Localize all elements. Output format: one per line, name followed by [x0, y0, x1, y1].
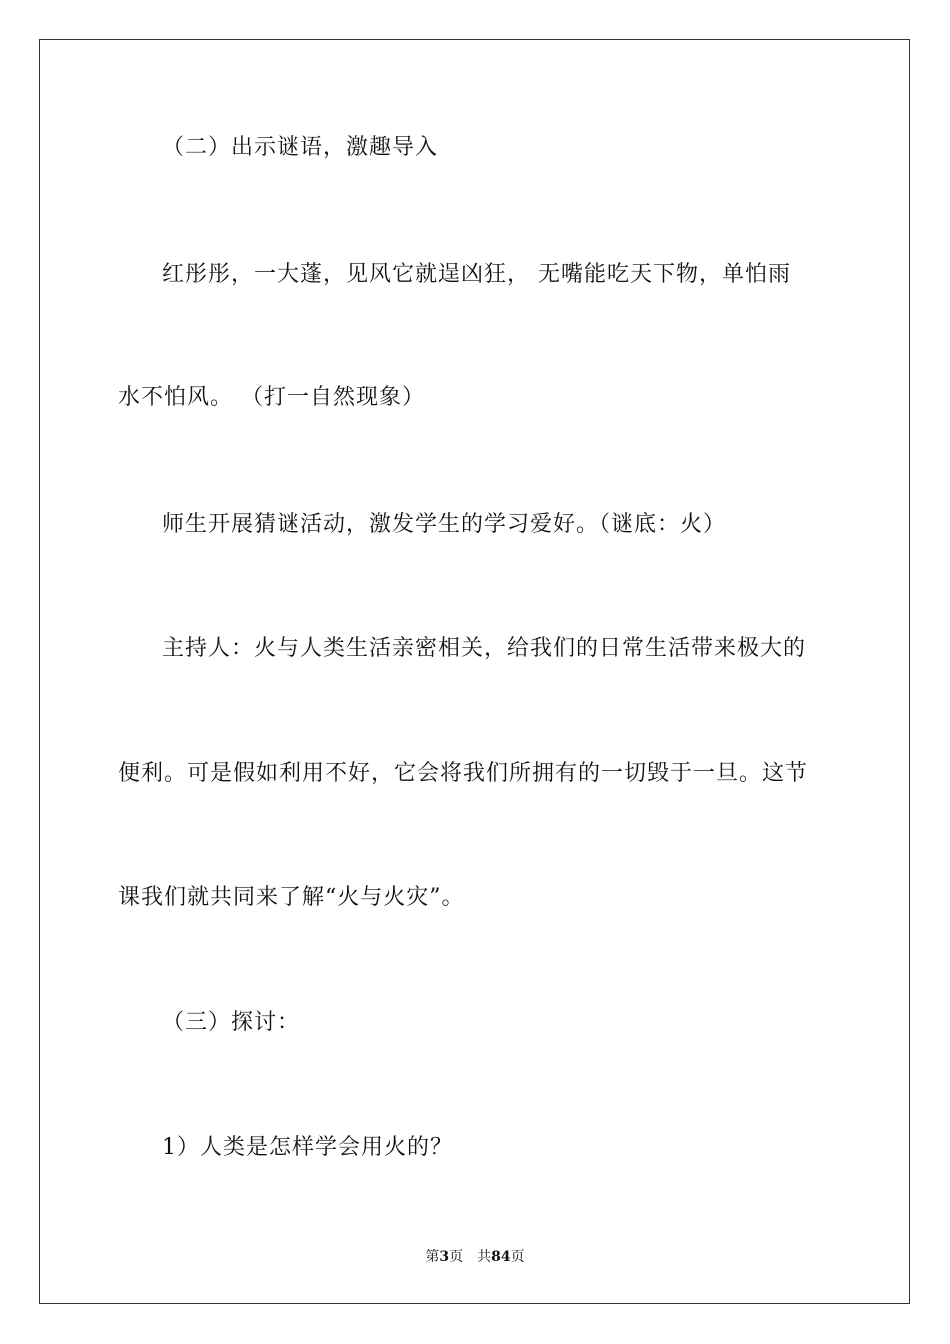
riddle-text-line-1: 红彤彤，一大蓬，见风它就逞凶狂， 无嘴能吃天下物，单怕雨: [162, 262, 791, 287]
total-suffix: 页: [510, 1249, 525, 1265]
question-1: 1）人类是怎样学会用火的？: [162, 1135, 453, 1160]
page-footer: [0, 1247, 950, 1267]
host-text-line-2: 便利。可是假如利用不好，它会将我们所拥有的一切毁于一旦。这节: [118, 761, 809, 786]
riddle-text-line-2: 水不怕风。 （打一自然现象）: [118, 385, 425, 410]
host-text-line-1: 主持人：火与人类生活亲密相关，给我们的日常生活带来极大的: [162, 636, 807, 661]
page-suffix: 页: [449, 1249, 464, 1265]
page-border: [39, 39, 910, 1304]
total-pages: 84: [491, 1249, 511, 1265]
section-heading-2: （二）出示谜语，激趣导入: [162, 135, 439, 160]
section-heading-3: （三）探讨：: [162, 1010, 301, 1035]
page-number: 3: [439, 1249, 450, 1265]
total-prefix: 共: [477, 1249, 492, 1265]
page-prefix: 第: [425, 1249, 440, 1265]
activity-text: 师生开展猜谜活动，激发学生的学习爱好。（谜底：火）: [162, 512, 727, 537]
host-text-line-3: 课我们就共同来了解“火与火灾”。: [118, 885, 465, 910]
